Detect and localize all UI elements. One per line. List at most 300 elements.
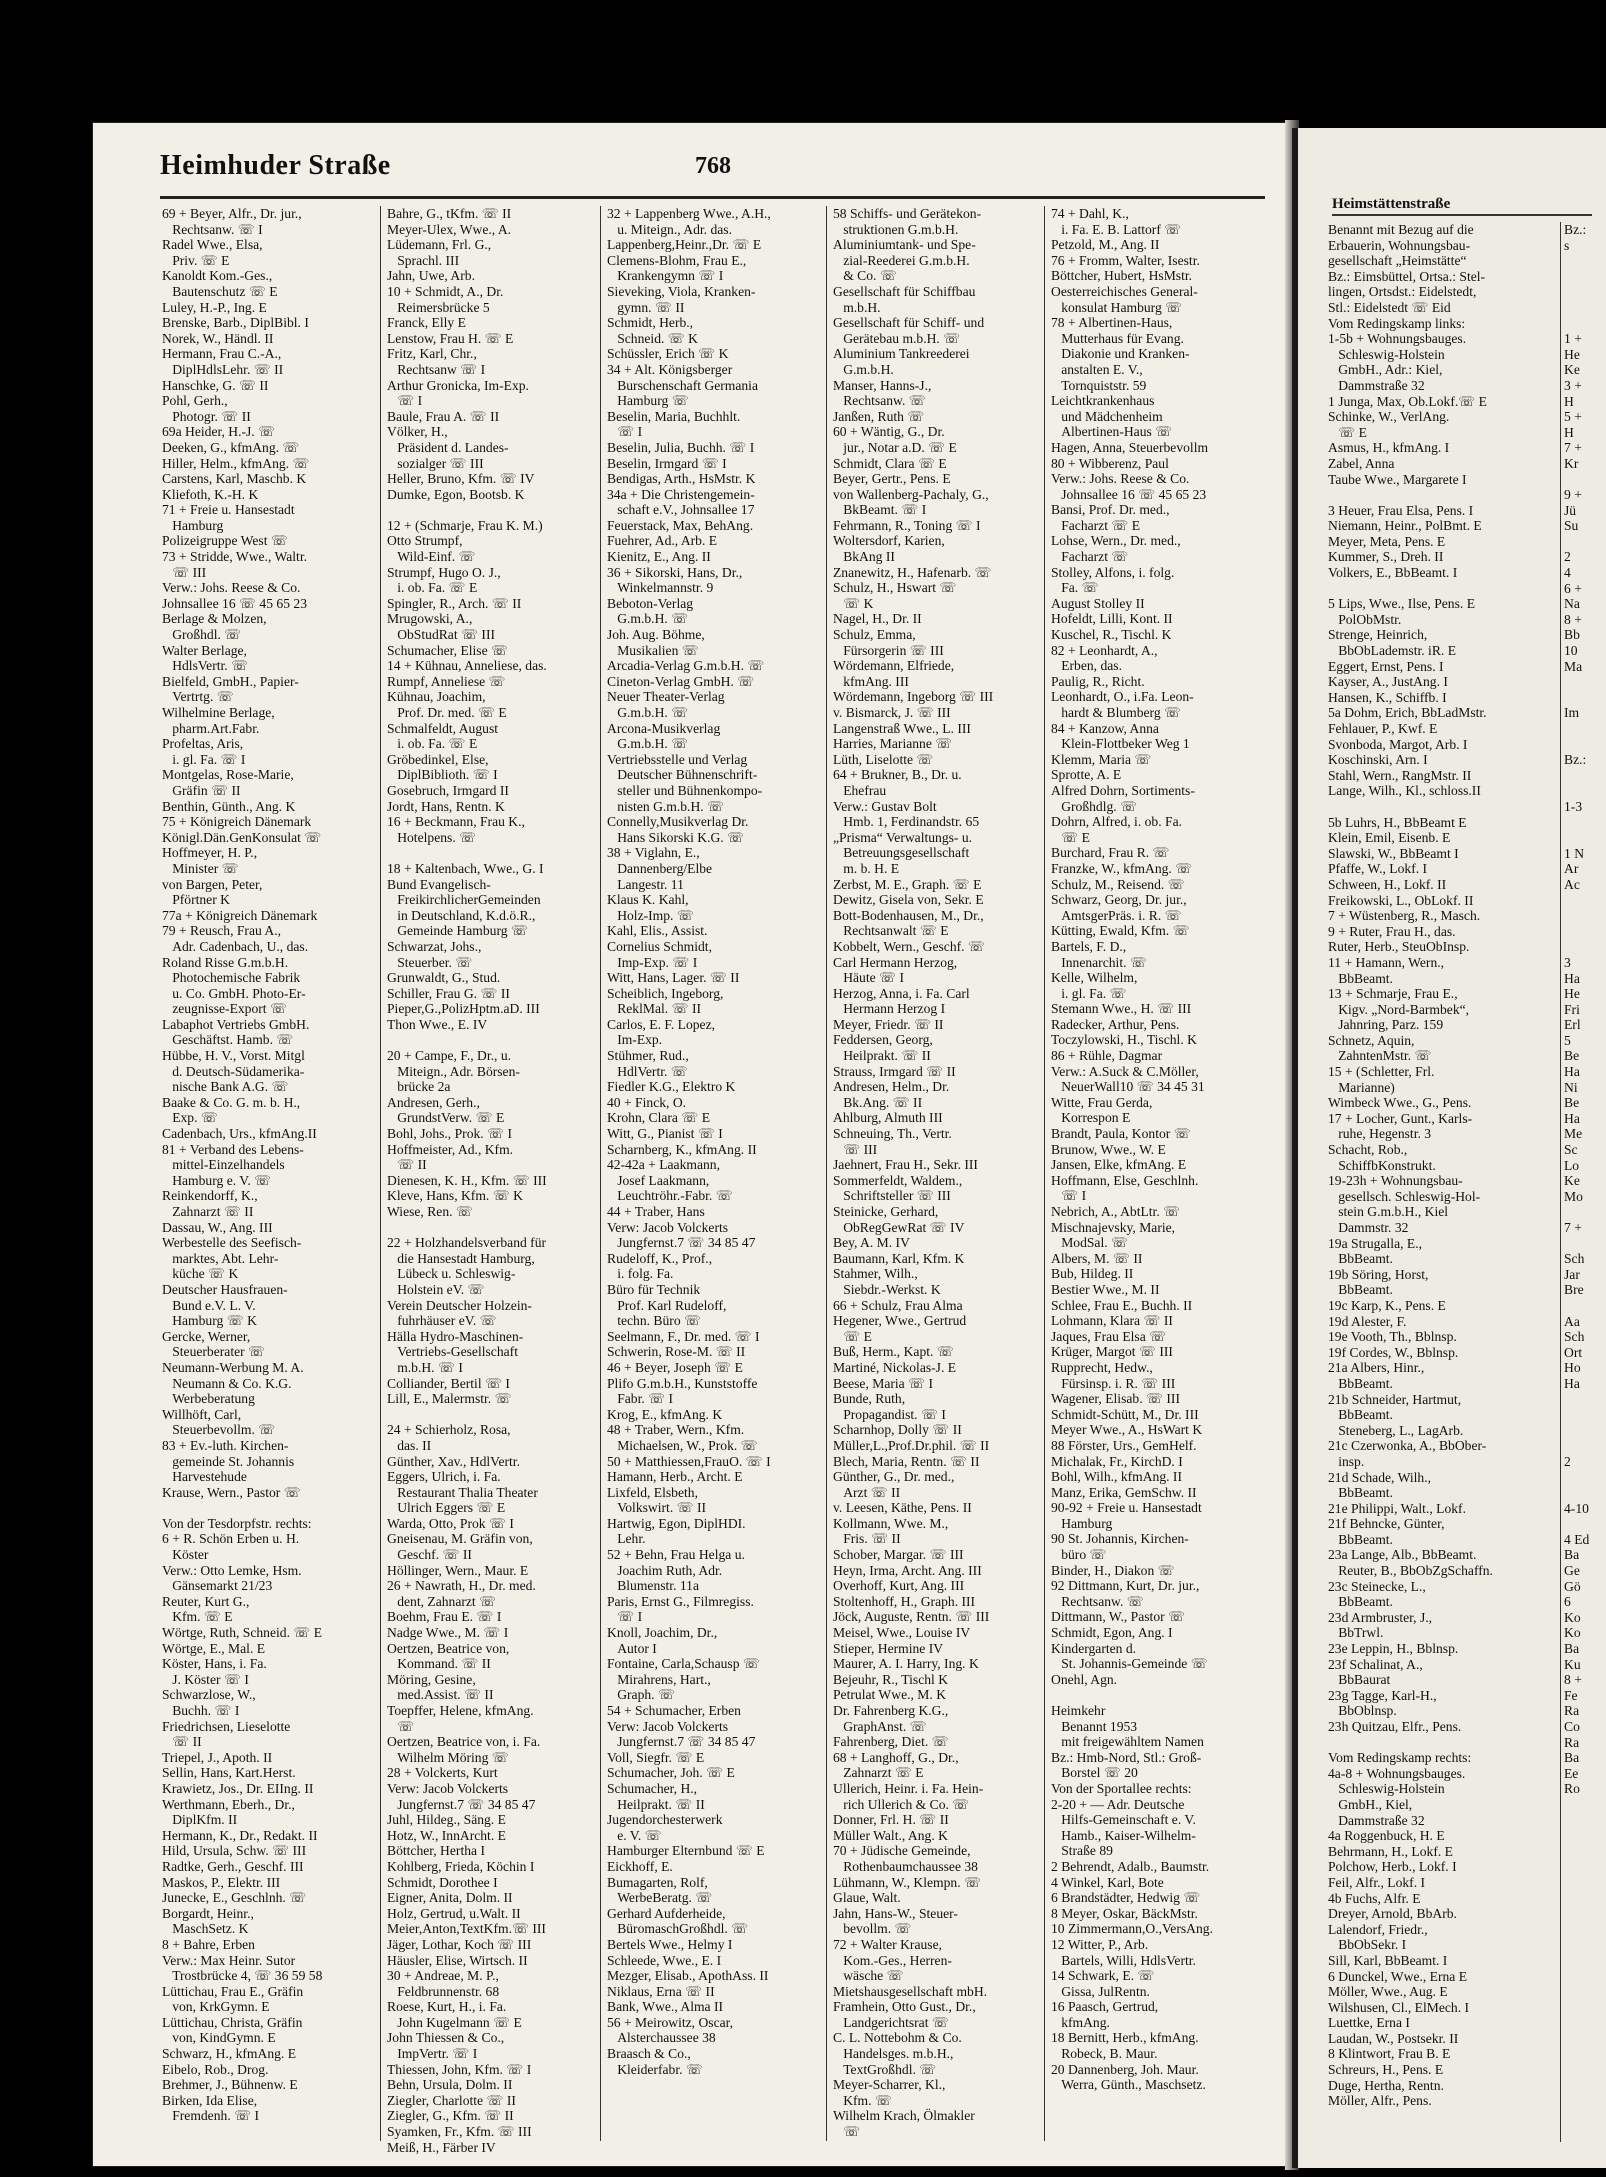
directory-line: 6 + xyxy=(1564,580,1582,596)
directory-line: Joachim Ruth, Adr. xyxy=(607,1562,723,1578)
directory-line: bevollm. ☏ xyxy=(833,1921,912,1937)
directory-line: Rudeloff, K., Prof., xyxy=(607,1250,713,1266)
directory-line: Schober, Margar. ☏ III xyxy=(833,1547,964,1563)
directory-line: Korrespon E xyxy=(1051,1110,1131,1126)
directory-line: Michalak, Fr., KirchD. I xyxy=(1051,1453,1183,1469)
directory-line: Ro xyxy=(1564,1781,1580,1797)
directory-line: gesellsch. Schleswig-Hol- xyxy=(1328,1188,1481,1204)
directory-line: Köster, Hans, i. Fa. xyxy=(162,1656,267,1672)
directory-line: Syamken, Fr., Kfm. ☏ III xyxy=(387,2124,532,2140)
directory-line: Hälla Hydro-Maschinen- xyxy=(387,1328,524,1344)
directory-line: Königl.Dän.GenKonsulat ☏ xyxy=(162,829,322,845)
directory-line: Sieveking, Viola, Kranken- xyxy=(607,283,756,299)
directory-line: Manser, Hanns-J., xyxy=(833,377,932,393)
directory-line: DiplBiblioth. ☏ I xyxy=(387,767,498,783)
directory-line: Lüdemann, Frl. G., xyxy=(387,237,492,253)
directory-line: Bunde, Ruth, xyxy=(833,1391,906,1407)
directory-line: Facharzt ☏ xyxy=(1051,549,1129,565)
directory-line: 74 + Dahl, K., xyxy=(1051,206,1129,221)
directory-line: 1 + xyxy=(1564,331,1582,347)
directory-line: C. L. Nottebohm & Co. xyxy=(833,2030,962,2046)
directory-line: Gerätebau m.b.H. ☏ xyxy=(833,330,961,346)
directory-line: Bartels, F. D., xyxy=(1051,938,1127,954)
directory-line: Bejeuhr, R., Tischl K xyxy=(833,1671,949,1687)
directory-line: Fontaine, Carla,Schausp ☏ xyxy=(607,1656,760,1672)
directory-line: Paris, Ernst G., Filmregiss. xyxy=(607,1593,754,1609)
directory-line: Sprotte, A. E xyxy=(1051,767,1122,783)
directory-line: Scheiblich, Ingeborg, xyxy=(607,985,724,1001)
directory-line: brücke 2a xyxy=(387,1079,451,1095)
directory-line: Jöck, Auguste, Rentn. ☏ III xyxy=(833,1609,990,1625)
directory-line: 16 + Beckmann, Frau K., xyxy=(387,814,525,830)
directory-line: 1 Junga, Max, Ob.Lokf.☏ E xyxy=(1328,393,1487,409)
directory-line: Häusler, Elise, Wirtsch. II xyxy=(387,1952,528,1968)
directory-line: Bartels, Willi, HdlsVertr. xyxy=(1051,1952,1196,1968)
directory-line: Znanewitz, H., Hafenarb. ☏ xyxy=(833,564,992,580)
directory-line: Marianne) xyxy=(1328,1079,1395,1095)
directory-line: ReklMal. ☏ II xyxy=(607,1001,702,1017)
directory-line: Benannt mit Bezug auf die xyxy=(1328,222,1474,237)
directory-line: techn. Büro ☏ xyxy=(607,1313,702,1329)
directory-line: Arcadia-Verlag G.m.b.H. ☏ xyxy=(607,658,765,674)
directory-line: Schinke, W., VerlAng. xyxy=(1328,409,1450,425)
directory-line: Borstel ☏ 20 xyxy=(1051,1765,1138,1781)
directory-line: Schmalfeldt, August xyxy=(387,720,499,736)
directory-line: Von der Sportallee rechts: xyxy=(1051,1780,1192,1796)
directory-line: Rechtsanw. ☏ xyxy=(833,393,926,409)
directory-line: 4b Fuchs, Alfr. E xyxy=(1328,1890,1421,1906)
directory-line: Schmidt, Clara ☏ E xyxy=(833,455,947,471)
directory-line: Koschinski, Arn. I xyxy=(1328,752,1428,768)
directory-line: Propagandist. ☏ I xyxy=(833,1406,946,1422)
directory-line: 19b Söring, Horst, xyxy=(1328,1266,1429,1282)
directory-line: Kommand. ☏ II xyxy=(387,1656,491,1672)
directory-line: Brenske, Barb., DiplBibl. I xyxy=(162,315,309,331)
directory-line xyxy=(1564,783,1602,799)
directory-line: ☏ I xyxy=(607,424,643,440)
directory-line: Steinicke, Gerhard, xyxy=(833,1204,939,1219)
directory-line: 23g Tagge, Karl-H., xyxy=(1328,1687,1437,1703)
directory-line: He xyxy=(1564,986,1580,1002)
directory-line: Werthmann, Eberh., Dr., xyxy=(162,1796,295,1812)
directory-line: Binder, H., Diakon ☏ xyxy=(1051,1562,1175,1578)
directory-line: Ko xyxy=(1564,1609,1581,1625)
directory-line: 80 + Wibberenz, Paul xyxy=(1051,455,1169,471)
directory-line: 17 + Locher, Gunt., Karls- xyxy=(1328,1110,1473,1126)
directory-line xyxy=(1564,1407,1602,1423)
directory-line: Mirahrens, Hart., xyxy=(607,1671,711,1687)
column-7 xyxy=(1560,222,1602,2142)
directory-line xyxy=(1564,472,1602,488)
directory-line: Reinkendorff, K., xyxy=(162,1188,258,1204)
directory-line: fuhrhäuser eV. ☏ xyxy=(387,1313,497,1329)
directory-line: Völker, H., xyxy=(387,424,448,440)
directory-line: Sprachl. III xyxy=(387,252,460,268)
directory-line: SchiffbKonstrukt. xyxy=(1328,1157,1436,1173)
directory-line: Gesellschaft für Schiff- und xyxy=(833,315,985,331)
directory-line: Ge xyxy=(1564,1563,1580,1579)
directory-line: Ku xyxy=(1564,1656,1581,1672)
directory-line: Fritz, Karl, Chr., xyxy=(387,346,477,362)
directory-line: Bz.: Eimsbüttel, Ortsa.: Stel- xyxy=(1328,268,1486,284)
directory-line: Möller, Wwe., Aug. E xyxy=(1328,1984,1448,2000)
directory-line: Kr xyxy=(1564,455,1579,471)
directory-line: Labaphot Vertriebs GmbH. xyxy=(162,1016,310,1032)
directory-line: Buchh. ☏ I xyxy=(162,1703,240,1718)
directory-line: Fremdenh. ☏ I xyxy=(162,2108,260,2124)
directory-line: BbBeamt. xyxy=(1328,1407,1393,1423)
directory-line: Kleiderfabr. ☏ xyxy=(607,2061,703,2077)
directory-line: i. gl. Fa. ☏ I xyxy=(162,751,246,767)
directory-line: Cornelius Schmidt, xyxy=(607,938,712,954)
directory-line: Dammstraße 32 xyxy=(1328,1812,1425,1828)
directory-line xyxy=(1564,1204,1602,1220)
directory-line: nisten G.m.b.H. ☏ xyxy=(607,798,725,814)
directory-line: BbBeamt. xyxy=(1328,1485,1393,1501)
directory-line: Vertriebsstelle und Verlag xyxy=(607,751,748,767)
directory-line: kfmAng. xyxy=(1051,2014,1110,2030)
directory-line: Behn, Ursula, Dolm. II xyxy=(387,2077,513,2093)
directory-line: u. Miteign., Adr. das. xyxy=(607,221,732,237)
directory-line: Onehl, Agn. xyxy=(1051,1671,1118,1687)
directory-line: Fuehrer, Ad., Arb. E xyxy=(607,533,718,549)
directory-line: DiplKfm. II xyxy=(162,1812,238,1828)
directory-line: 7 + xyxy=(1564,440,1582,456)
directory-line: Strenge, Heinrich, xyxy=(1328,627,1428,643)
directory-line: Verw.: Johs. Reese & Co. xyxy=(162,580,301,596)
right-page-title: Heimstättenstraße xyxy=(1332,196,1451,212)
directory-line: Kfm. ☏ E xyxy=(162,1609,233,1625)
directory-line: Jungfernst.7 ☏ 34 85 47 xyxy=(387,1796,536,1812)
directory-line: Schneid. ☏ K xyxy=(607,330,699,346)
directory-line: Deutscher Hausfrauen- xyxy=(162,1281,288,1297)
directory-line: Lühmann, W., Klempn. ☏ xyxy=(833,1874,982,1890)
directory-line: Bey, A. M. IV xyxy=(833,1235,910,1251)
directory-line: wäsche ☏ xyxy=(833,1968,904,1984)
directory-line: Juhl, Hildeg., Säng. E xyxy=(387,1812,506,1828)
directory-line: von Bargen, Peter, xyxy=(162,876,263,892)
directory-line: Deeken, G., kfmAng. ☏ xyxy=(162,439,300,455)
directory-line: Fris. ☏ II xyxy=(833,1531,901,1547)
directory-line: ☏ E xyxy=(1328,424,1367,440)
directory-line: ☏ I xyxy=(387,393,423,409)
directory-line: anstalten E. V., xyxy=(1051,361,1143,377)
directory-line: Sill, Karl, BbBeamt. I xyxy=(1328,1952,1448,1968)
directory-line: Roese, Kurt, H., i. Fa. xyxy=(387,1999,507,2015)
directory-line: Günther, Xav., HdlVertr. xyxy=(387,1453,520,1469)
directory-line: das. II xyxy=(387,1437,432,1453)
directory-line: Hamburg ☏ xyxy=(607,393,689,409)
directory-line: Ni xyxy=(1564,1079,1578,1095)
directory-line: NeuerWall10 ☏ 34 45 31 xyxy=(1051,1079,1205,1095)
directory-line: 78 + Albertinen-Haus, xyxy=(1051,315,1173,331)
directory-line: Robeck, B. Maur. xyxy=(1051,2046,1158,2062)
directory-line: Hamburg xyxy=(1051,1515,1113,1531)
directory-line: Knoll, Joachim, Dr., xyxy=(607,1625,718,1641)
directory-line: Hamann, Herb., Archt. E xyxy=(607,1469,743,1485)
directory-line: 66 + Schulz, Frau Alma xyxy=(833,1297,963,1313)
directory-line: Dr. Fahrenberg K.G., xyxy=(833,1703,949,1718)
directory-line: Geschäftst. Hamb. ☏ xyxy=(162,1032,294,1048)
directory-line: Radecker, Arthur, Pens. xyxy=(1051,1016,1180,1032)
directory-line: Spingler, R., Arch. ☏ II xyxy=(387,595,522,611)
directory-line: Verw.: Otto Lemke, Hsm. xyxy=(162,1562,302,1578)
directory-line: Eggert, Ernst, Pens. I xyxy=(1328,658,1444,674)
directory-line xyxy=(1564,1236,1602,1252)
directory-line: Schulz, Emma, xyxy=(833,627,916,643)
directory-line: Harvestehude xyxy=(162,1469,247,1485)
directory-line: Blumenstr. 11a xyxy=(607,1578,700,1594)
directory-line: rich Ullerich & Co. ☏ xyxy=(833,1796,970,1812)
directory-line: Schulz, M., Reisend. ☏ xyxy=(1051,876,1185,892)
directory-line: 81 + Verband des Lebens- xyxy=(162,1141,304,1157)
directory-line: Graph. ☏ xyxy=(607,1687,675,1703)
directory-line: Boehm, Frau E. ☏ I xyxy=(387,1609,502,1625)
directory-line: Burschenschaft Germania xyxy=(607,377,758,393)
directory-line: ☏ E xyxy=(1051,829,1090,845)
directory-line: Jungfernst.7 ☏ 34 85 47 xyxy=(607,1235,756,1251)
directory-line: struktionen G.m.b.H. xyxy=(833,221,959,237)
directory-line: 26 + Nawrath, H., Dr. med. xyxy=(387,1578,536,1594)
directory-line: Beselin, Julia, Buchh. ☏ I xyxy=(607,439,755,455)
directory-line: John Kugelmann ☏ E xyxy=(387,2014,522,2030)
directory-line: Be xyxy=(1564,1048,1580,1064)
directory-line: Oertzen, Beatrice von, xyxy=(387,1640,510,1656)
directory-line xyxy=(1564,284,1602,300)
directory-line: Langestr. 11 xyxy=(607,876,684,892)
directory-line: Facharzt ☏ E xyxy=(1051,517,1141,533)
directory-line: Overhoff, Kurt, Ang. III xyxy=(833,1578,965,1594)
directory-line: 32 + Lappenberg Wwe., A.H., xyxy=(607,206,771,221)
directory-line: mittel-Einzelhandels xyxy=(162,1157,285,1173)
directory-line: Rechtsanw. ☏ I xyxy=(162,221,263,237)
directory-line: konsulat Hamburg ☏ xyxy=(1051,299,1183,315)
directory-line: kfmAng. III xyxy=(833,673,909,689)
directory-line: Michaelsen, W., Prok. ☏ xyxy=(607,1437,758,1453)
directory-line: Hamburg e. V. ☏ xyxy=(162,1172,272,1188)
directory-line: 2-20 + — Adr. Deutsche xyxy=(1051,1796,1185,1812)
directory-line: Harries, Marianne ☏ xyxy=(833,736,953,752)
directory-line: 11 + Hamann, Wern., xyxy=(1328,954,1445,970)
directory-line: Donner, Frl. H. ☏ II xyxy=(833,1812,949,1828)
directory-line: 23c Steinecke, L., xyxy=(1328,1578,1426,1594)
directory-line: Birken, Ida Elise, xyxy=(162,2092,258,2108)
directory-line: Mietshausgesellschaft mbH. xyxy=(833,1983,988,1999)
directory-line: Ha xyxy=(1564,970,1580,986)
directory-line: Pohl, Gerh., xyxy=(162,393,228,409)
directory-line: St. Johannis-Gemeinde ☏ xyxy=(1051,1656,1208,1672)
directory-line: Kühnau, Joachim, xyxy=(387,689,486,705)
directory-line: Möller, Alfr., Pens. xyxy=(1328,2093,1432,2109)
directory-line: Schwarz, Georg, Dr. jur., xyxy=(1051,892,1187,908)
directory-line: ☏ K xyxy=(833,595,874,611)
directory-line: Reuter, B., BbObZgSchaffn. xyxy=(1328,1563,1493,1579)
directory-line: Beese, Maria ☏ I xyxy=(833,1375,934,1391)
directory-line: August Stolley II xyxy=(1051,595,1145,611)
directory-line: 5 + xyxy=(1564,409,1582,425)
directory-line: Dassau, W., Ang. III xyxy=(162,1219,273,1235)
directory-line: Neumann & Co. K.G. xyxy=(162,1375,292,1391)
directory-line: Lehr. xyxy=(607,1531,646,1547)
directory-line: Seelmann, F., Dr. med. ☏ I xyxy=(607,1328,760,1344)
directory-line: Jungfernst.7 ☏ 34 85 47 xyxy=(607,1734,756,1750)
directory-line: Lenstow, Frau H. ☏ E xyxy=(387,330,514,346)
directory-line: Luley, H.-P., Ing. E xyxy=(162,299,267,315)
directory-line: zeugnisse-Export ☏ xyxy=(162,1001,287,1017)
directory-line: Brandt, Paula, Kontor ☏ xyxy=(1051,1126,1191,1142)
directory-line: Ha xyxy=(1564,1110,1580,1126)
directory-line: Ho xyxy=(1564,1360,1581,1376)
directory-line: Sommerfeldt, Waldem., xyxy=(833,1172,963,1188)
directory-line xyxy=(1564,908,1602,924)
directory-line: 6 xyxy=(1564,1594,1571,1610)
directory-line: Müller Walt., Ang. K xyxy=(833,1827,948,1843)
directory-line: Schwarz, H., kfmAng. E xyxy=(162,2046,297,2062)
directory-line: GrundstVerw. ☏ E xyxy=(387,1110,505,1126)
directory-line: m. b. H. E xyxy=(833,860,900,876)
directory-line: 13 + Schmarje, Frau E., xyxy=(1328,986,1458,1002)
directory-line: Junecke, E., Geschlnh. ☏ xyxy=(162,1890,307,1906)
directory-line: Steuerbevollm. ☏ xyxy=(162,1422,276,1438)
directory-line: dent, Zahnarzt ☏ xyxy=(387,1593,497,1609)
directory-line: Ra xyxy=(1564,1703,1580,1719)
directory-line: Ahlburg, Almuth III xyxy=(833,1110,943,1126)
directory-line: 14 Schwark, E. ☏ xyxy=(1051,1968,1155,1984)
directory-line: stein G.m.b.H., Kiel xyxy=(1328,1204,1449,1220)
directory-line: Büro für Technik xyxy=(607,1281,701,1297)
directory-line: Me xyxy=(1564,1126,1583,1142)
directory-line: Gö xyxy=(1564,1578,1581,1594)
directory-line: büro ☏ xyxy=(1051,1547,1107,1563)
directory-line: Franzke, W., kfmAng. ☏ xyxy=(1051,860,1193,876)
directory-line: AmtsgerPräs. i. R. ☏ xyxy=(1051,907,1182,923)
directory-line: Jordt, Hans, Rentn. K xyxy=(387,798,505,814)
directory-line: Gercke, Werner, xyxy=(162,1328,251,1344)
directory-line: Andresen, Gerh., xyxy=(387,1094,480,1110)
directory-line: Beselin, Maria, Buchhlt. xyxy=(607,408,741,424)
directory-line: Rechtsanw. ☏ xyxy=(1051,1593,1144,1609)
directory-line: 21d Schade, Wilh., xyxy=(1328,1469,1432,1485)
directory-line: 18 Bernitt, Herb., kfmAng. xyxy=(1051,2030,1199,2046)
directory-line: Herzog, Anna, i. Fa. Carl xyxy=(833,985,970,1001)
directory-line: zial-Reederei G.m.b.H. xyxy=(833,252,970,268)
directory-line: Priv. ☏ E xyxy=(162,252,230,268)
directory-line: Leonhardt, O., i.Fa. Leon- xyxy=(1051,689,1194,705)
directory-line: Gemeinde Hamburg ☏ xyxy=(387,923,528,939)
directory-line: Hoffmann, Else, Geschlnh. xyxy=(1051,1172,1199,1188)
directory-line: Ke xyxy=(1564,362,1580,378)
directory-line: 69a Heider, H.-J. ☏ xyxy=(162,424,276,440)
directory-line: 7 + Wüstenberg, R., Masch. xyxy=(1328,908,1481,924)
directory-line: 7 + xyxy=(1564,1220,1582,1235)
directory-line: Hamburg ☏ K xyxy=(162,1313,257,1329)
directory-line: 44 + Traber, Hans xyxy=(607,1204,705,1219)
directory-line: Friedrichsen, Lieselotte xyxy=(162,1718,291,1734)
directory-line: Clemens-Blohm, Frau E., xyxy=(607,252,747,268)
column-3 xyxy=(600,206,825,2141)
directory-line: Großhdlg. ☏ xyxy=(1051,798,1138,814)
directory-line: Borgardt, Heinr., xyxy=(162,1905,254,1921)
directory-line: Behrmann, H., Lokf. E xyxy=(1328,1843,1453,1859)
directory-line: 58 Schiffs- und Gerätekon- xyxy=(833,206,982,221)
directory-line: Meyer-Ulex, Wwe., A. xyxy=(387,221,512,237)
directory-line: 5 Lips, Wwe., Ilse, Pens. E xyxy=(1328,596,1475,612)
directory-line: schaft e.V., Johnsallee 17 xyxy=(607,502,755,518)
directory-line: Kuschel, R., Tischl. K xyxy=(1051,627,1172,643)
directory-line: Lalendorf, Friedr., xyxy=(1328,1921,1428,1937)
directory-line: 20 + Campe, F., Dr., u. xyxy=(387,1048,512,1064)
directory-line: Holz, Gertrud, u.Walt. II xyxy=(387,1905,521,1921)
directory-line: Bund e.V. L. V. xyxy=(162,1297,256,1313)
directory-line: Radtke, Gerh., Geschf. III xyxy=(162,1858,304,1874)
directory-line xyxy=(1564,1470,1602,1486)
directory-line: 3 xyxy=(1564,954,1571,970)
directory-line: Ke xyxy=(1564,1173,1580,1189)
column-2 xyxy=(380,206,597,2155)
directory-line: Mrugowski, A., xyxy=(387,611,473,627)
directory-line: 19d Alester, F. xyxy=(1328,1313,1407,1329)
directory-line: 22 + Holzhandelsverband für xyxy=(387,1235,547,1251)
directory-line: Niklaus, Erna ☏ II xyxy=(607,1983,715,1999)
directory-line: Ko xyxy=(1564,1625,1581,1641)
directory-line: Bott-Bodenhausen, M., Dr., xyxy=(833,907,984,923)
directory-line: 48 + Traber, Wern., Kfm. xyxy=(607,1422,745,1438)
directory-line: Maskos, P., Elektr. III xyxy=(162,1874,281,1890)
directory-line: 4 xyxy=(1564,565,1571,581)
directory-line: 4a Roggenbuck, H. E xyxy=(1328,1828,1445,1844)
directory-line: Böttcher, Hertha I xyxy=(387,1843,485,1859)
directory-line: Klein, Emil, Eisenb. E xyxy=(1328,830,1451,846)
directory-line: Dumke, Egon, Bootsb. K xyxy=(387,486,525,502)
directory-line xyxy=(387,502,597,518)
directory-line: Cadenbach, Urs., kfmAng.II xyxy=(162,1126,317,1142)
directory-line: Schmidt-Schütt, M., Dr. III xyxy=(1051,1406,1199,1422)
directory-line: BbBeamt. xyxy=(1328,1251,1393,1267)
directory-line: G.m.b.H. ☏ xyxy=(607,611,689,627)
directory-line: 68 + Langhoff, G., Dr., xyxy=(833,1749,959,1765)
directory-line: 19c Karp, K., Pens. E xyxy=(1328,1297,1446,1313)
directory-line: Luettke, Erna I xyxy=(1328,2015,1410,2031)
directory-line: Photochemische Fabrik xyxy=(162,970,301,986)
directory-line: ☏ I xyxy=(1051,1188,1087,1204)
directory-line: 14 + Kühnau, Anneliese, das. xyxy=(387,658,547,674)
directory-line: Jugendorchesterwerk xyxy=(607,1812,723,1828)
directory-line: BbBeamt. xyxy=(1328,1531,1393,1547)
directory-line: lingen, Ortsdst.: Eidelstedt, xyxy=(1328,284,1477,300)
directory-line: Gräfin ☏ II xyxy=(162,782,241,798)
directory-line: Otto Strumpf, xyxy=(387,533,463,549)
directory-line xyxy=(1328,1735,1553,1751)
directory-line: Jäger, Lothar, Koch ☏ III xyxy=(387,1936,532,1952)
directory-line: H xyxy=(1564,393,1574,409)
directory-line: 12 Witter, P., Arb. xyxy=(1051,1936,1149,1952)
directory-line: Blech, Maria, Rentn. ☏ II xyxy=(833,1453,980,1469)
directory-line: Steuerber. ☏ xyxy=(387,954,473,970)
directory-line: TextGroßhdl. ☏ xyxy=(833,2061,937,2077)
directory-line: Bz.: xyxy=(1564,222,1587,237)
directory-line: i. Fa. E. B. Lattorf ☏ xyxy=(1051,221,1182,237)
directory-line: Fa. ☏ xyxy=(1051,580,1099,596)
directory-line: 76 + Fromm, Walter, Isestr. xyxy=(1051,252,1200,268)
directory-line: Hotz, W., InnArcht. E xyxy=(387,1827,506,1843)
directory-line: Su xyxy=(1564,518,1579,534)
directory-line: 23d Armbruster, J., xyxy=(1328,1609,1433,1625)
directory-line: Fabr. ☏ I xyxy=(607,1391,674,1407)
directory-line: Eickhoff, E. xyxy=(607,1858,673,1874)
directory-line: 86 + Rühle, Dagmar xyxy=(1051,1048,1163,1064)
directory-line: Fri xyxy=(1564,1001,1580,1017)
directory-line: Schreurs, H., Pens. E xyxy=(1328,2062,1444,2078)
